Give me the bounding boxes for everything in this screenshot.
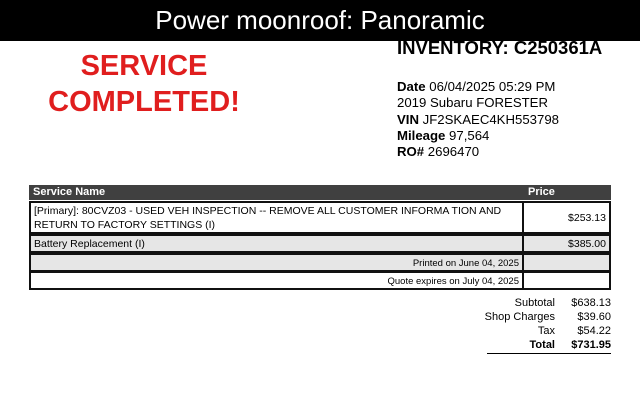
printed-note: Printed on June 04, 2025	[412, 258, 519, 269]
printed-note-row	[29, 253, 524, 272]
primary-service-line-1: [Primary]: 80CVZ03 - USED VEH INSPECTION -- REMOVE ALL CUSTOMER INFORMA TION AND	[34, 205, 502, 217]
shop-charges-label: Shop Charges	[484, 311, 555, 323]
inventory-number: INVENTORY: C250361A	[397, 37, 603, 58]
printed-note-price-cell	[522, 253, 611, 272]
totals-labels	[485, 296, 555, 352]
stamp-line-2: COMPLETED!	[48, 86, 240, 118]
subtotal-label: Subtotal	[514, 297, 555, 309]
table-header	[29, 185, 611, 200]
price-header: Price	[528, 186, 555, 198]
totals-values	[571, 296, 611, 352]
expires-note-price-cell	[522, 271, 611, 290]
mileage-row	[397, 128, 559, 144]
caption-bar	[0, 0, 640, 41]
tax-value: $54.22	[577, 325, 611, 337]
total-underline	[487, 353, 611, 354]
subtotal-value: $638.13	[571, 297, 611, 309]
tax-label: Tax	[537, 325, 555, 337]
ro-label: RO#	[397, 144, 425, 160]
expires-note: Quote expires on July 04, 2025	[387, 276, 519, 287]
battery-service-price: $385.00	[568, 238, 606, 250]
primary-service-price: $253.13	[568, 212, 606, 224]
ro-value: 2696470	[427, 144, 480, 160]
mileage-value: 97,564	[449, 127, 490, 143]
ro-row	[397, 144, 559, 160]
vin-value: JF2SKAEC4KH553798	[422, 111, 560, 127]
caption-text: Power moonroof: Panoramic	[155, 5, 485, 35]
stamp-line-1: SERVICE	[80, 50, 208, 82]
total-label: Total	[529, 339, 555, 351]
primary-service-line-2: RETURN TO FACTORY SETTINGS (I)	[34, 218, 216, 231]
shop-charges-value: $39.60	[577, 311, 611, 323]
vehicle-details	[397, 79, 559, 160]
service-completed-stamp	[44, 48, 244, 120]
table-row-battery-name	[29, 234, 524, 253]
battery-service-name: Battery Replacement (I)	[34, 238, 145, 250]
service-name-header: Service Name	[33, 186, 106, 198]
vin-label: VIN	[397, 111, 419, 127]
table-row-battery-price	[522, 234, 611, 253]
date-row	[397, 79, 559, 95]
table-row-primary-price	[522, 201, 611, 234]
date-label: Date	[397, 79, 426, 94]
total-value: $731.95	[571, 339, 611, 351]
vehicle-row: 2019 Subaru FORESTER	[397, 95, 548, 111]
date-value: 06/04/2025 05:29 PM	[429, 79, 556, 94]
table-row-primary-name	[29, 201, 524, 234]
expires-note-row	[29, 271, 524, 290]
mileage-label: Mileage	[397, 127, 446, 143]
vin-row	[397, 112, 559, 128]
